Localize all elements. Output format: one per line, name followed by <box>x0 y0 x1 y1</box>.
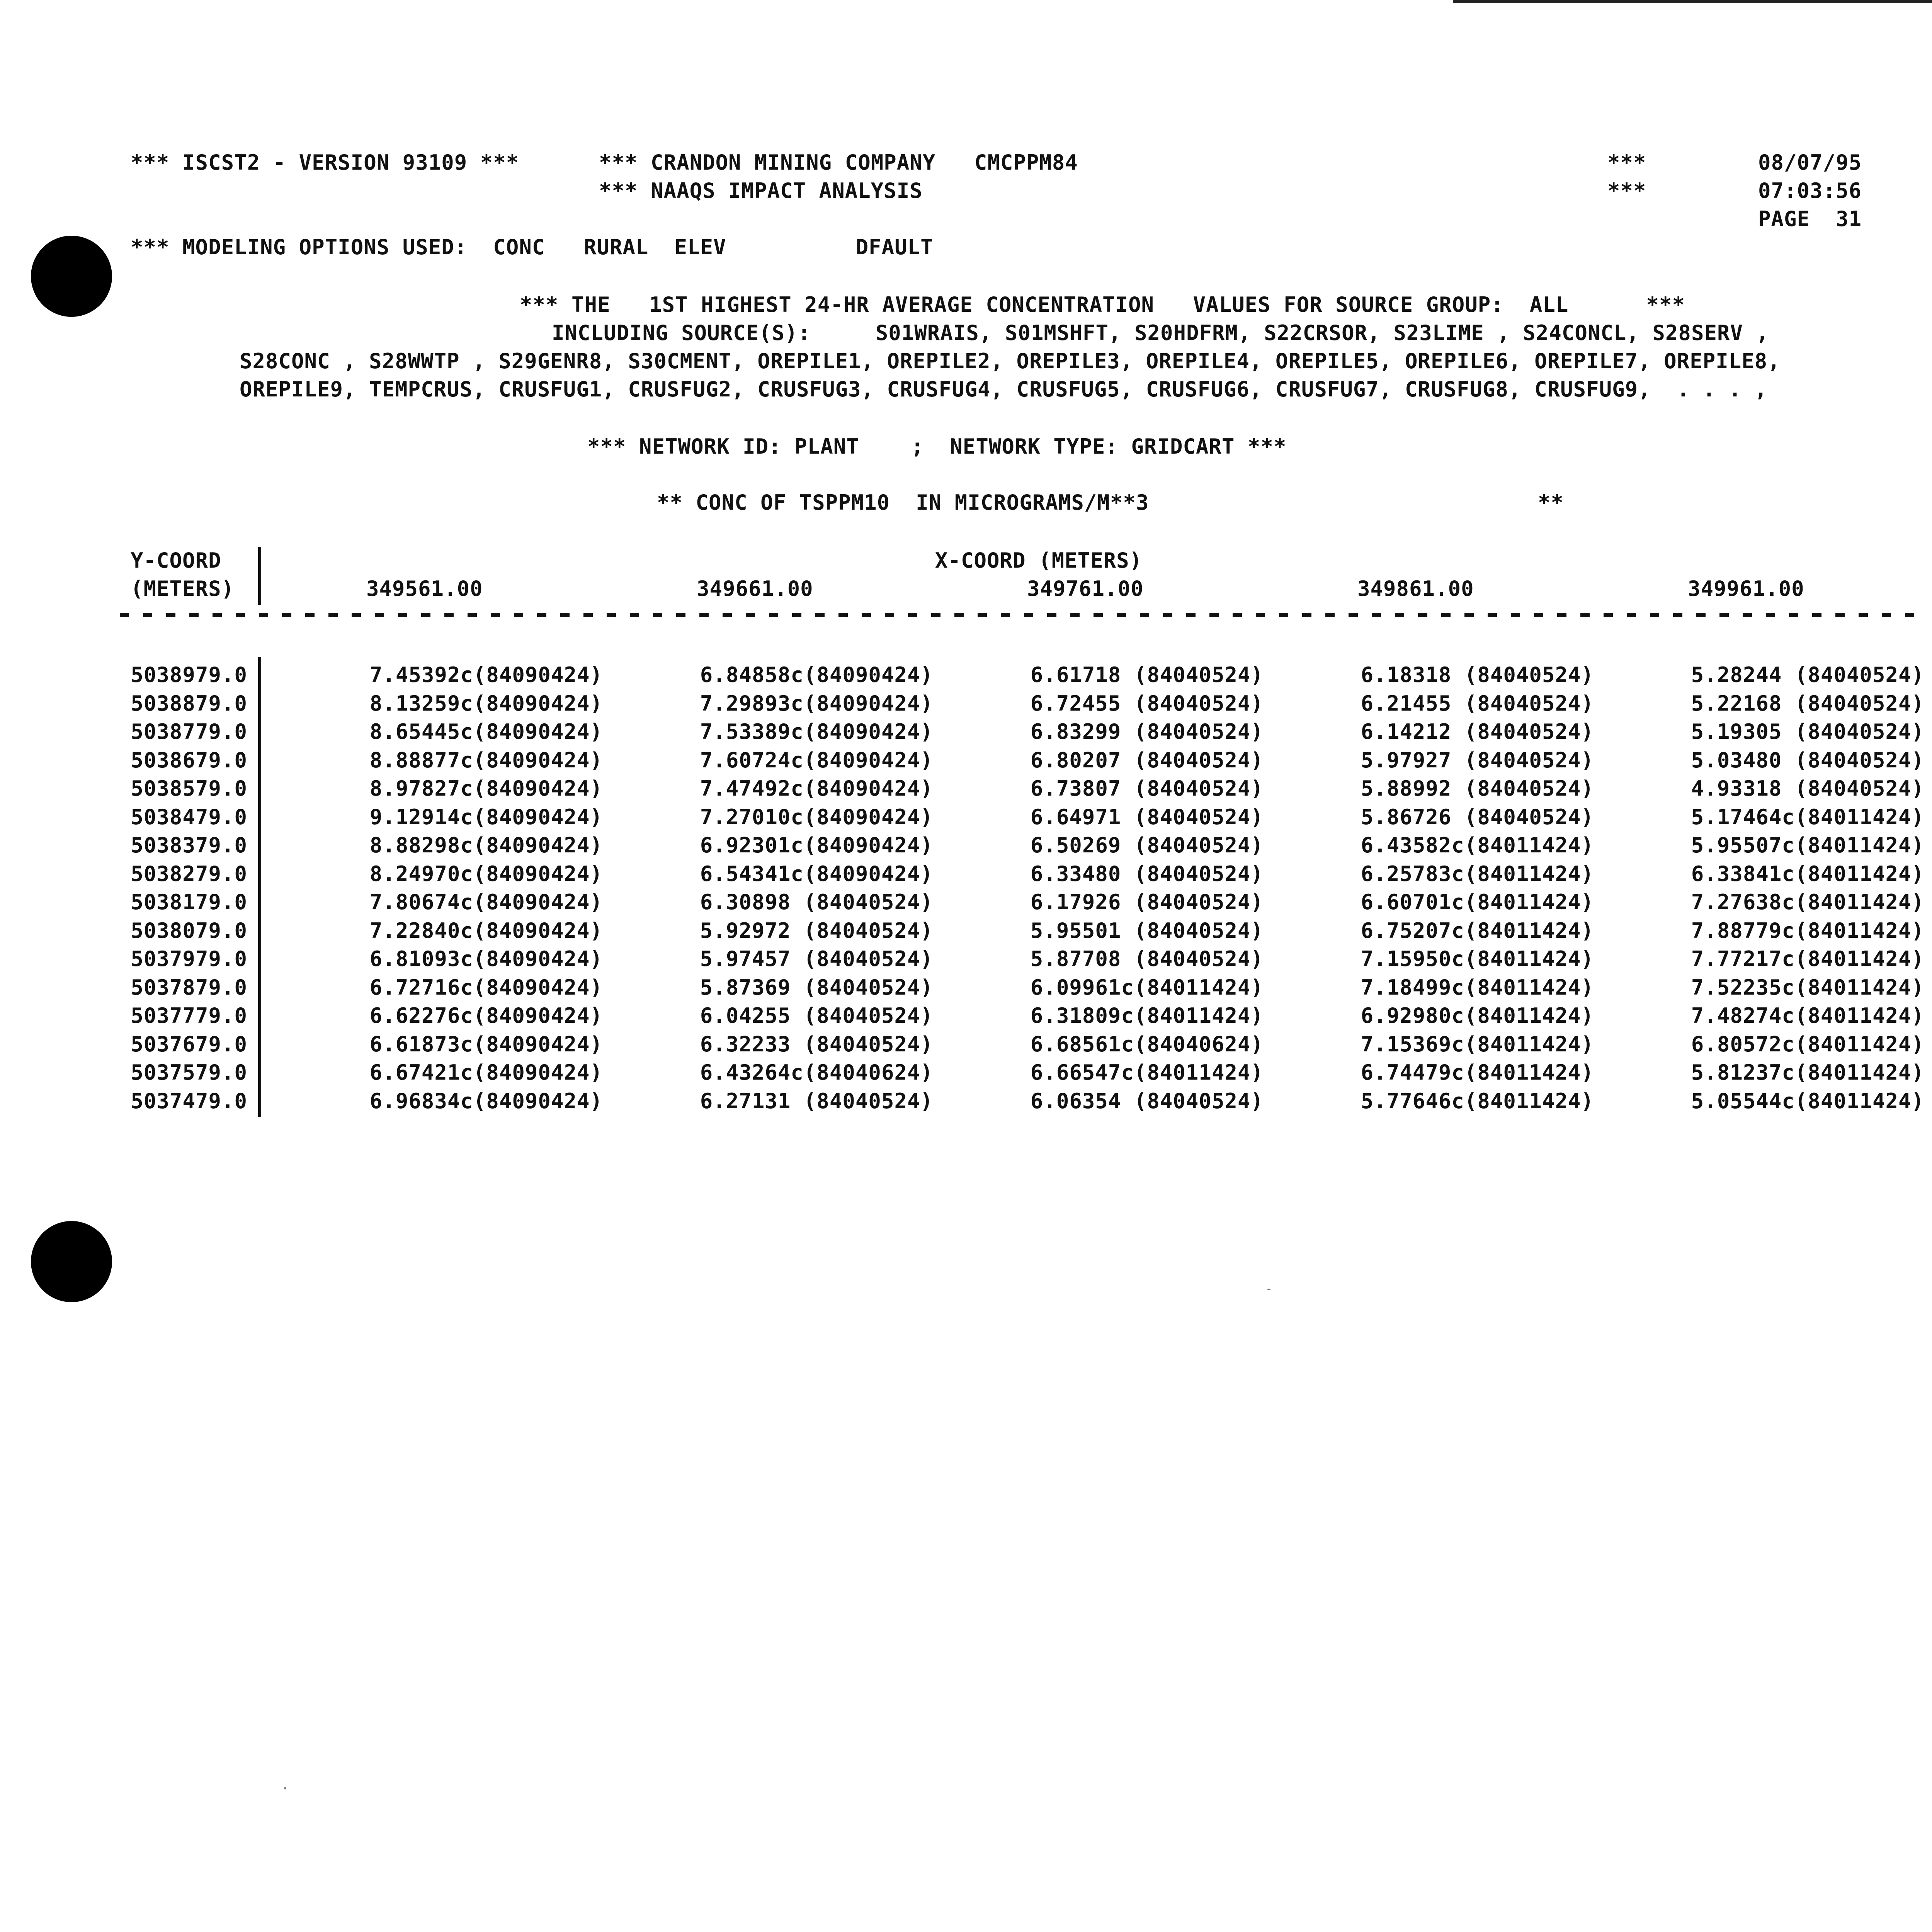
value-cell: 6.30898 (84040524) <box>700 890 933 914</box>
value-column-2 <box>663 661 933 1115</box>
x-coord-1: 349561.00 <box>366 577 483 601</box>
value-cell: 6.09961c(84011424) <box>1030 975 1264 1000</box>
value-cell: 6.74479c(84011424) <box>1361 1060 1594 1085</box>
value-column-3 <box>993 661 1264 1115</box>
value-cell: 6.72716c(84090424) <box>369 975 603 1000</box>
ycoord-unit: (METERS) <box>131 577 235 601</box>
value-cell: 6.60701c(84011424) <box>1361 890 1594 914</box>
xcoord-label: X-COORD (METERS) <box>935 548 1143 573</box>
value-cell: 5.81237c(84011424) <box>1691 1060 1924 1085</box>
header-divider <box>258 547 261 605</box>
row-divider <box>258 657 261 1117</box>
value-cell: 5.97457 (84040524) <box>700 947 933 971</box>
value-cell: 5.19305 (84040524) <box>1691 719 1924 744</box>
value-cell: 6.43264c(84040624) <box>700 1060 933 1085</box>
value-cell: 7.53389c(84090424) <box>700 719 933 744</box>
title-line-1: *** THE 1ST HIGHEST 24-HR AVERAGE CONCENTRATION VALUES FOR SOURCE GROUP: ALL *** <box>520 293 1685 317</box>
value-cell: 5.22168 (84040524) <box>1691 691 1924 716</box>
value-cell: 6.61718 (84040524) <box>1030 663 1264 687</box>
value-cell: 6.43582c(84011424) <box>1361 833 1594 857</box>
conc-stars: ** <box>1538 490 1564 515</box>
y-coord-cell: 5038979.0 <box>131 663 247 687</box>
y-coord-column <box>116 661 247 1115</box>
value-cell: 7.60724c(84090424) <box>700 748 933 772</box>
y-coord-cell: 5038679.0 <box>131 748 247 772</box>
x-coord-5: 349961.00 <box>1688 577 1804 601</box>
x-coord-2: 349661.00 <box>697 577 813 601</box>
value-cell: 6.72455 (84040524) <box>1030 691 1264 716</box>
value-cell: 8.88877c(84090424) <box>369 748 603 772</box>
y-coord-cell: 5038479.0 <box>131 804 247 829</box>
analysis-line: *** NAAQS IMPACT ANALYSIS <box>599 179 923 203</box>
value-cell: 7.77217c(84011424) <box>1691 947 1924 971</box>
ycoord-label: Y-COORD <box>131 548 221 573</box>
value-cell: 6.92980c(84011424) <box>1361 1003 1594 1028</box>
value-cell: 5.87708 (84040524) <box>1030 947 1264 971</box>
value-cell: 6.64971 (84040524) <box>1030 804 1264 829</box>
value-cell: 6.32233 (84040524) <box>700 1032 933 1056</box>
scan-speck <box>1267 1289 1270 1290</box>
value-cell: 5.95507c(84011424) <box>1691 833 1924 857</box>
value-cell: 8.24970c(84090424) <box>369 861 603 886</box>
value-column-4 <box>1323 661 1594 1115</box>
top-edge-rule <box>1453 0 1932 3</box>
value-cell: 5.86726 (84040524) <box>1361 804 1594 829</box>
run-date: 08/07/95 <box>1758 150 1862 175</box>
value-cell: 6.66547c(84011424) <box>1030 1060 1264 1085</box>
value-cell: 5.95501 (84040524) <box>1030 918 1264 943</box>
value-cell: 6.31809c(84011424) <box>1030 1003 1264 1028</box>
x-coord-4: 349861.00 <box>1357 577 1474 601</box>
value-cell: 8.13259c(84090424) <box>369 691 603 716</box>
value-cell: 6.75207c(84011424) <box>1361 918 1594 943</box>
header-stars-2: *** <box>1607 179 1646 203</box>
y-coord-cell: 5038579.0 <box>131 776 247 801</box>
value-cell: 7.88779c(84011424) <box>1691 918 1924 943</box>
value-column-5 <box>1654 661 1924 1115</box>
value-cell: 6.84858c(84090424) <box>700 663 933 687</box>
value-cell: 5.03480 (84040524) <box>1691 748 1924 772</box>
header-stars-1: *** <box>1607 150 1646 175</box>
title-line-4: OREPILE9, TEMPCRUS, CRUSFUG1, CRUSFUG2, CRUSFUG3, CRUSFUG4, CRUSFUG5, CRUSFUG6, CRUSFUG7, CRUSFUG8, CRUSFUG9, . . . , <box>240 377 1768 401</box>
value-cell: 8.65445c(84090424) <box>369 719 603 744</box>
y-coord-cell: 5037779.0 <box>131 1003 247 1028</box>
value-cell: 6.81093c(84090424) <box>369 947 603 971</box>
value-cell: 5.88992 (84040524) <box>1361 776 1594 801</box>
value-cell: 6.06354 (84040524) <box>1030 1088 1264 1113</box>
y-coord-cell: 5038779.0 <box>131 719 247 744</box>
value-cell: 6.14212 (84040524) <box>1361 719 1594 744</box>
value-cell: 6.33841c(84011424) <box>1691 861 1924 886</box>
y-coord-cell: 5038079.0 <box>131 918 247 943</box>
value-cell: 7.52235c(84011424) <box>1691 975 1924 1000</box>
value-cell: 6.83299 (84040524) <box>1030 719 1264 744</box>
value-cell: 7.27010c(84090424) <box>700 804 933 829</box>
value-cell: 8.97827c(84090424) <box>369 776 603 801</box>
value-cell: 5.05544c(84011424) <box>1691 1088 1924 1113</box>
modeling-options: *** MODELING OPTIONS USED: CONC RURAL ELEV DFAULT <box>131 235 934 259</box>
value-cell: 7.29893c(84090424) <box>700 691 933 716</box>
conc-line: ** CONC OF TSPPM10 IN MICROGRAMS/M**3 <box>657 490 1149 515</box>
y-coord-cell: 5037579.0 <box>131 1060 247 1085</box>
value-cell: 6.80572c(84011424) <box>1691 1032 1924 1056</box>
y-coord-cell: 5038279.0 <box>131 861 247 886</box>
value-cell: 6.96834c(84090424) <box>369 1088 603 1113</box>
run-time: 07:03:56 <box>1758 179 1862 203</box>
value-cell: 7.48274c(84011424) <box>1691 1003 1924 1028</box>
value-cell: 6.04255 (84040524) <box>700 1003 933 1028</box>
value-cell: 7.27638c(84011424) <box>1691 890 1924 914</box>
page-number-header: PAGE 31 <box>1758 207 1862 231</box>
value-cell: 5.77646c(84011424) <box>1361 1088 1594 1113</box>
value-cell: 6.18318 (84040524) <box>1361 663 1594 687</box>
value-cell: 6.33480 (84040524) <box>1030 861 1264 886</box>
value-cell: 5.17464c(84011424) <box>1691 804 1924 829</box>
y-coord-cell: 5037479.0 <box>131 1088 247 1113</box>
y-coord-cell: 5037879.0 <box>131 975 247 1000</box>
y-coord-cell: 5038879.0 <box>131 691 247 716</box>
value-cell: 7.18499c(84011424) <box>1361 975 1594 1000</box>
value-cell: 6.67421c(84090424) <box>369 1060 603 1085</box>
value-cell: 6.27131 (84040524) <box>700 1088 933 1113</box>
value-cell: 7.15369c(84011424) <box>1361 1032 1594 1056</box>
dashed-rule <box>120 613 1928 617</box>
value-cell: 5.87369 (84040524) <box>700 975 933 1000</box>
value-cell: 6.62276c(84090424) <box>369 1003 603 1028</box>
value-cell: 5.28244 (84040524) <box>1691 663 1924 687</box>
value-cell: 4.93318 (84040524) <box>1691 776 1924 801</box>
scan-speck <box>284 1787 286 1789</box>
value-cell: 6.73807 (84040524) <box>1030 776 1264 801</box>
value-cell: 6.50269 (84040524) <box>1030 833 1264 857</box>
program-version: *** ISCST2 - VERSION 93109 *** <box>131 150 519 175</box>
value-cell: 6.54341c(84090424) <box>700 861 933 886</box>
value-cell: 6.17926 (84040524) <box>1030 890 1264 914</box>
network-line: *** NETWORK ID: PLANT ; NETWORK TYPE: GRIDCART *** <box>587 434 1287 459</box>
value-cell: 5.92972 (84040524) <box>700 918 933 943</box>
value-cell: 9.12914c(84090424) <box>369 804 603 829</box>
y-coord-cell: 5037979.0 <box>131 947 247 971</box>
title-line-2: INCLUDING SOURCE(S): S01WRAIS, S01MSHFT, S20HDFRM, S22CRSOR, S23LIME , S24CONCL, S28SERV , <box>552 321 1769 345</box>
value-cell: 6.61873c(84090424) <box>369 1032 603 1056</box>
binder-hole-top <box>31 236 112 317</box>
y-coord-cell: 5038179.0 <box>131 890 247 914</box>
value-cell: 7.22840c(84090424) <box>369 918 603 943</box>
y-coord-cell: 5038379.0 <box>131 833 247 857</box>
value-cell: 7.15950c(84011424) <box>1361 947 1594 971</box>
value-cell: 7.45392c(84090424) <box>369 663 603 687</box>
value-cell: 6.92301c(84090424) <box>700 833 933 857</box>
value-cell: 7.47492c(84090424) <box>700 776 933 801</box>
value-cell: 6.25783c(84011424) <box>1361 861 1594 886</box>
value-cell: 8.88298c(84090424) <box>369 833 603 857</box>
value-cell: 7.80674c(84090424) <box>369 890 603 914</box>
value-cell: 5.97927 (84040524) <box>1361 748 1594 772</box>
binder-hole-middle <box>31 1221 112 1302</box>
company-line: *** CRANDON MINING COMPANY CMCPPM84 <box>599 150 1078 175</box>
value-cell: 6.80207 (84040524) <box>1030 748 1264 772</box>
value-column-1 <box>332 661 603 1115</box>
value-cell: 6.21455 (84040524) <box>1361 691 1594 716</box>
title-line-3: S28CONC , S28WWTP , S29GENR8, S30CMENT, OREPILE1, OREPILE2, OREPILE3, OREPILE4, OREPILE5, OREPILE6, OREPILE7, OREPILE8, <box>240 349 1781 373</box>
x-coord-3: 349761.00 <box>1027 577 1144 601</box>
value-cell: 6.68561c(84040624) <box>1030 1032 1264 1056</box>
y-coord-cell: 5037679.0 <box>131 1032 247 1056</box>
